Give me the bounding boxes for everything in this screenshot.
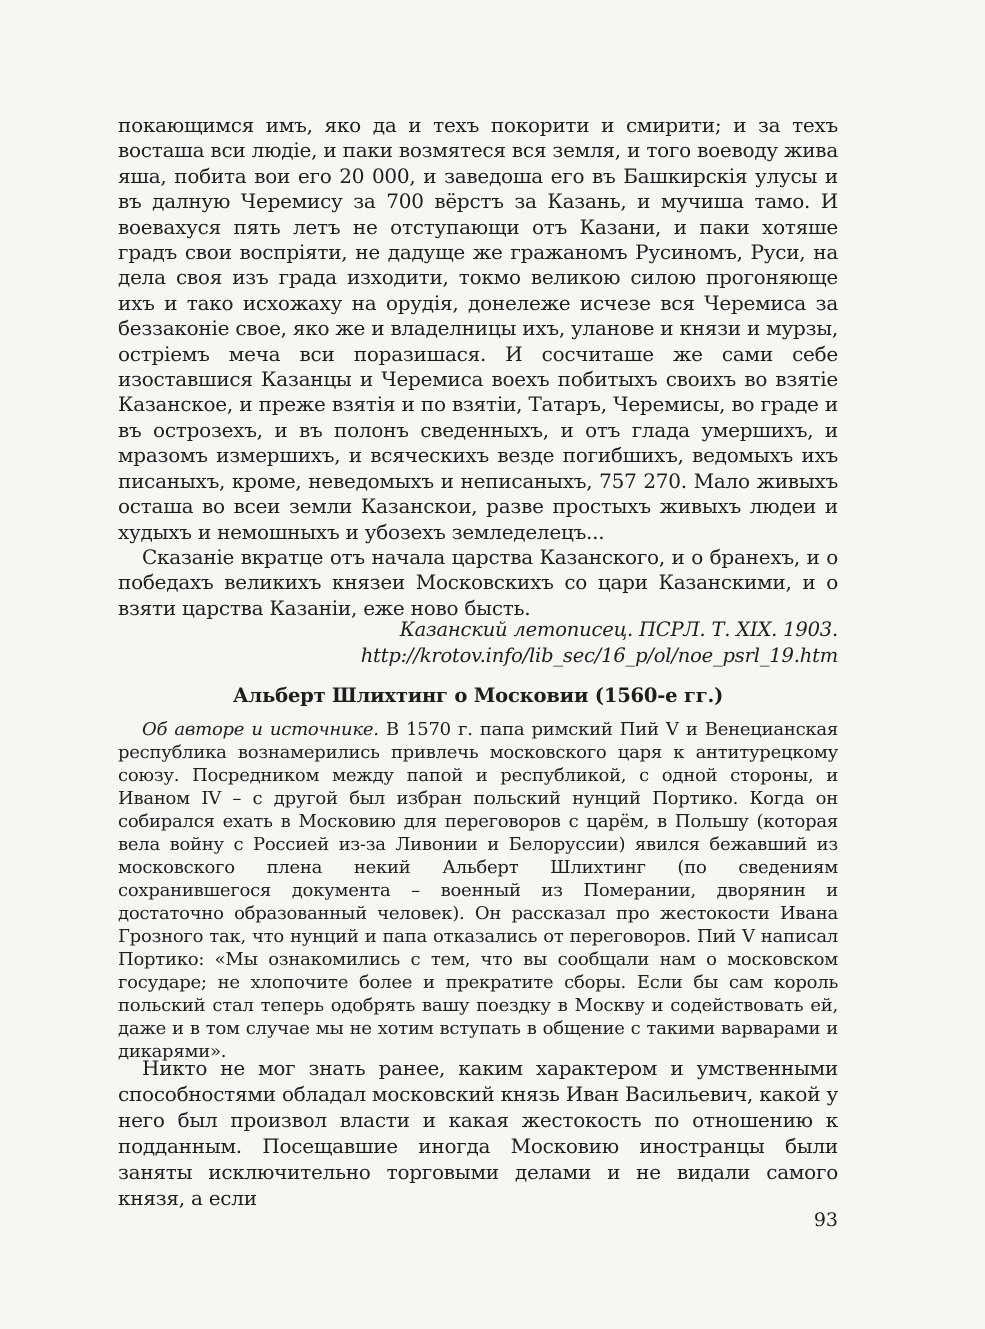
body-paragraph: Никто не мог знать ранее, каким характером и умственными способностями обладал московский князь Иван Васильевич, какой у него был произвол власти и какая жестокость по отношению к подданным. Посещавшие иногда Московию иностранцы были заняты исключительно торговыми делами и не видали самого князя, а если bbox=[118, 1056, 838, 1210]
source-url: http://krotov.info/lib_sec/16_p/ol/noe_psrl_19.htm bbox=[360, 643, 838, 667]
about-lead: Об авторе и источнике. bbox=[142, 719, 379, 740]
about-author-block bbox=[118, 718, 838, 1063]
page-number: 93 bbox=[813, 1209, 838, 1231]
about-paragraph bbox=[118, 718, 838, 1063]
source-citation: Казанский летописец. ПСРЛ. Т. XIX. 1903. bbox=[399, 618, 838, 641]
about-text: В 1570 г. папа римский Пий V и Венецианская республика вознамерились привлечь московского царя к антитурецкому союзу. Посредником между папой и республикой, с одной стороны, и Иваном IV – с другой был избран польский нунций Портико. Когда он собирался ехать в Московию для переговоров с царём, в Польшу (которая вела войну с Россией из-за Ливонии и Белоруссии) явился бежавший из московского плена некий Альберт Шлихтинг (по сведениям сохранившегося документа – военный из Померании, дворянин и достаточно образованный человек). Он рассказал про жестокости Ивана Грозного так, что нунций и папа отказались от переговоров. Пий V написал Портико: «Мы ознакомились с тем, что вы сообщали нам о московском государе; не хлопочите более и прекратите сборы. Если бы сам король польский стал теперь одобрять вашу поездку в Москву и содействовать ей, даже и в том случае мы не хотим вступать в общение с такими варварами и дикарями». bbox=[118, 719, 838, 1062]
source-reference bbox=[118, 617, 838, 668]
chronicle-quote bbox=[118, 113, 838, 621]
main-text bbox=[118, 1055, 838, 1211]
quote-paragraph: покающимся имъ, яко да и техъ покорити и смирити; и за техъ восташа вси людіе, и паки возмятеся вся земля, и того воеводу жива яша, побита вои его 20 000, и заведоша его въ Башкирскія улусы и въ далную Черемису за 700 вёрстъ за Казань, и мучиша тамо. И воевахуся пять летъ не отступающи отъ Казани, и паки хотяше градъ свои воспріяти, не дадуще же гражаномъ Русиномъ, Руси, на дела своя изъ града изходити, токмо великою силою прогоняюще ихъ и тако исхожаху на орудія, донележе исчезе вся Черемиса за беззаконіе свое, яко же и владелницы ихъ, уланове и князи и мурзы, остріемъ меча вси поразишася. И сосчиташе же сами себе изоставшися Казанцы и Черемиса воехъ побитыхъ своихъ во взятіе Казанское, и преже взятія и по взятіи, Татаръ, Черемисы, во граде и въ острозехъ, и въ полонъ сведенныхъ, и отъ глада умершихъ, и мразомъ измершихъ, и всяческихъ везде погибшихъ, ведомыхъ ихъ писаныхъ, кроме, неведомыхъ и неписаныхъ, 757 270. Мало живыхъ осташа во всеи земли Казанскои, разве простыхъ живыхъ людеи и худыхъ и немошныхъ и убозехъ земледелецъ... bbox=[118, 113, 838, 544]
quote-paragraph: Сказаніе вкратце отъ начала царства Казанского, и о бранехъ, и о победахъ великихъ князеи Московскихъ со цари Казанскими, и о взяти царства Казаніи, еже ново бысть. bbox=[118, 544, 838, 620]
section-heading: Альберт Шлихтинг о Московии (1560-е гг.) bbox=[232, 684, 724, 707]
